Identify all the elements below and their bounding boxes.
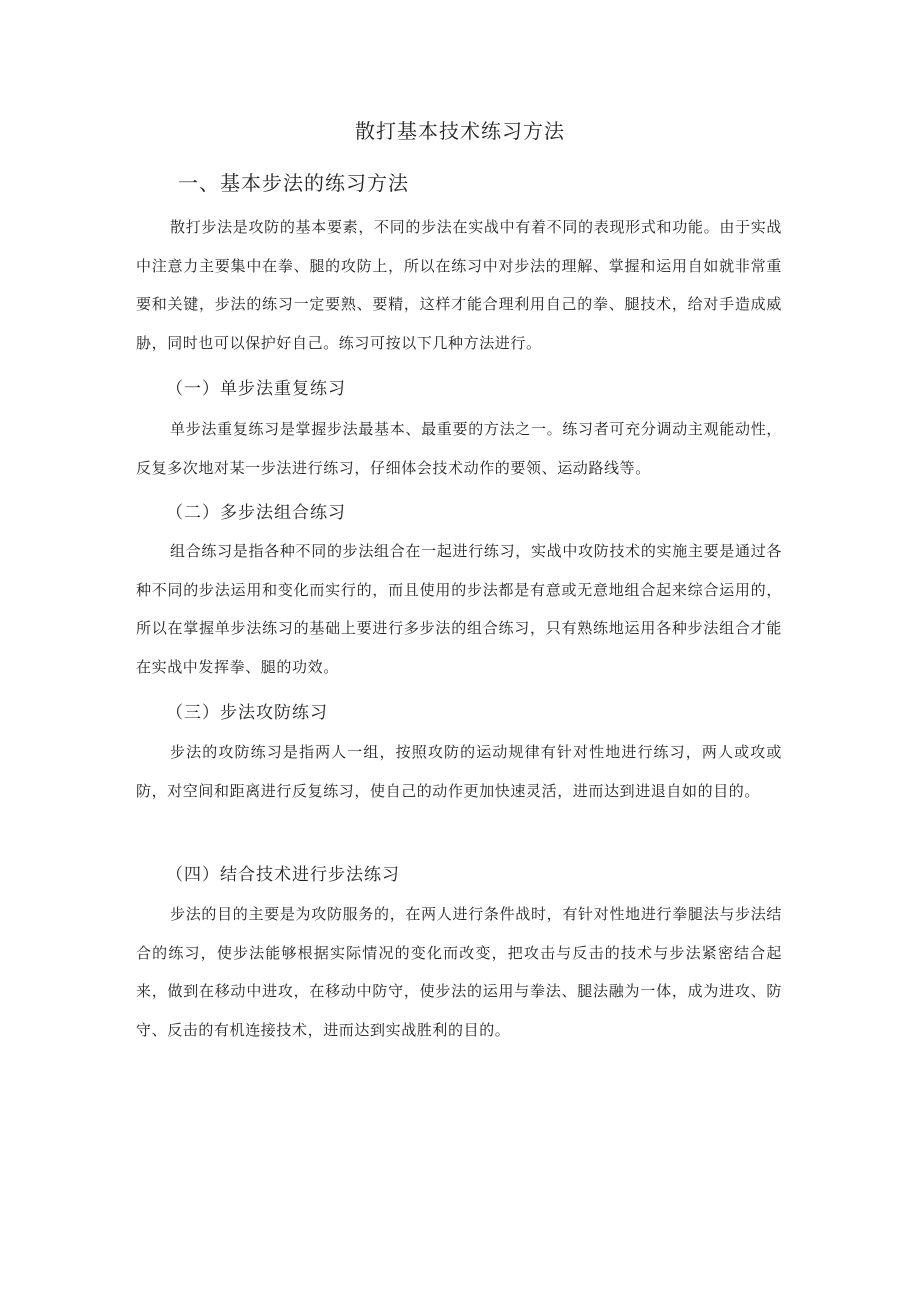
section-heading: 一、基本步法的练习方法 [178, 171, 409, 195]
subsection-heading-3: （三）步法攻防练习 [166, 703, 328, 723]
subsection-heading-1: （一）单步法重复练习 [166, 379, 346, 399]
subsection-heading-4: （四）结合技术进行步法练习 [166, 865, 400, 885]
subsection-paragraph-4: 步法的目的主要是为攻防服务的，在两人进行条件战时，有针对性地进行拳腿法与步法结合的练习，使步法能够根据实际情况的变化而改变，把攻击与反击的技术与步法紧密结合起来，做到在移动中进攻，在移动中防守，使步法的运用与拳法、腿法融为一体，成为进攻、防守、反击的有机连接技术，进而达到实战胜利的目的。 [136, 905, 782, 1039]
subsection-paragraph-2: 组合练习是指各种不同的步法组合在一起进行练习，实战中攻防技术的实施主要是通过各种不同的步法运用和变化而实行的，而且使用的步法都是有意或无意地组合起来综合运用的，所以在掌握单步法练习的基础上要进行多步法的组合练习，只有熟练地运用各种步法组合才能在实战中发挥拳、腿的功效。 [136, 542, 782, 676]
subsection-paragraph-3: 步法的攻防练习是指两人一组，按照攻防的运动规律有针对性地进行练习，两人或攻或防，对空间和距离进行反复练习，使自己的动作更加快速灵活，进而达到进退自如的目的。 [136, 743, 782, 800]
document-title: 散打基本技术练习方法 [355, 119, 565, 143]
subsection-heading-2: （二）多步法组合练习 [166, 503, 346, 523]
subsection-paragraph-1: 单步法重复练习是掌握步法最基本、最重要的方法之一。练习者可充分调动主观能动性，反复多次地对某一步法进行练习，仔细体会技术动作的要领、运动路线等。 [136, 420, 782, 477]
intro-paragraph: 散打步法是攻防的基本要素，不同的步法在实战中有着不同的表现形式和功能。由于实战中注意力主要集中在拳、腿的攻防上，所以在练习中对步法的理解、掌握和运用自如就非常重要和关键，步法的练习一定要熟、要精，这样才能合理利用自己的拳、腿技术，给对手造成威胁，同时也可以保护好自己。练习可按以下几种方法进行。 [136, 218, 782, 352]
